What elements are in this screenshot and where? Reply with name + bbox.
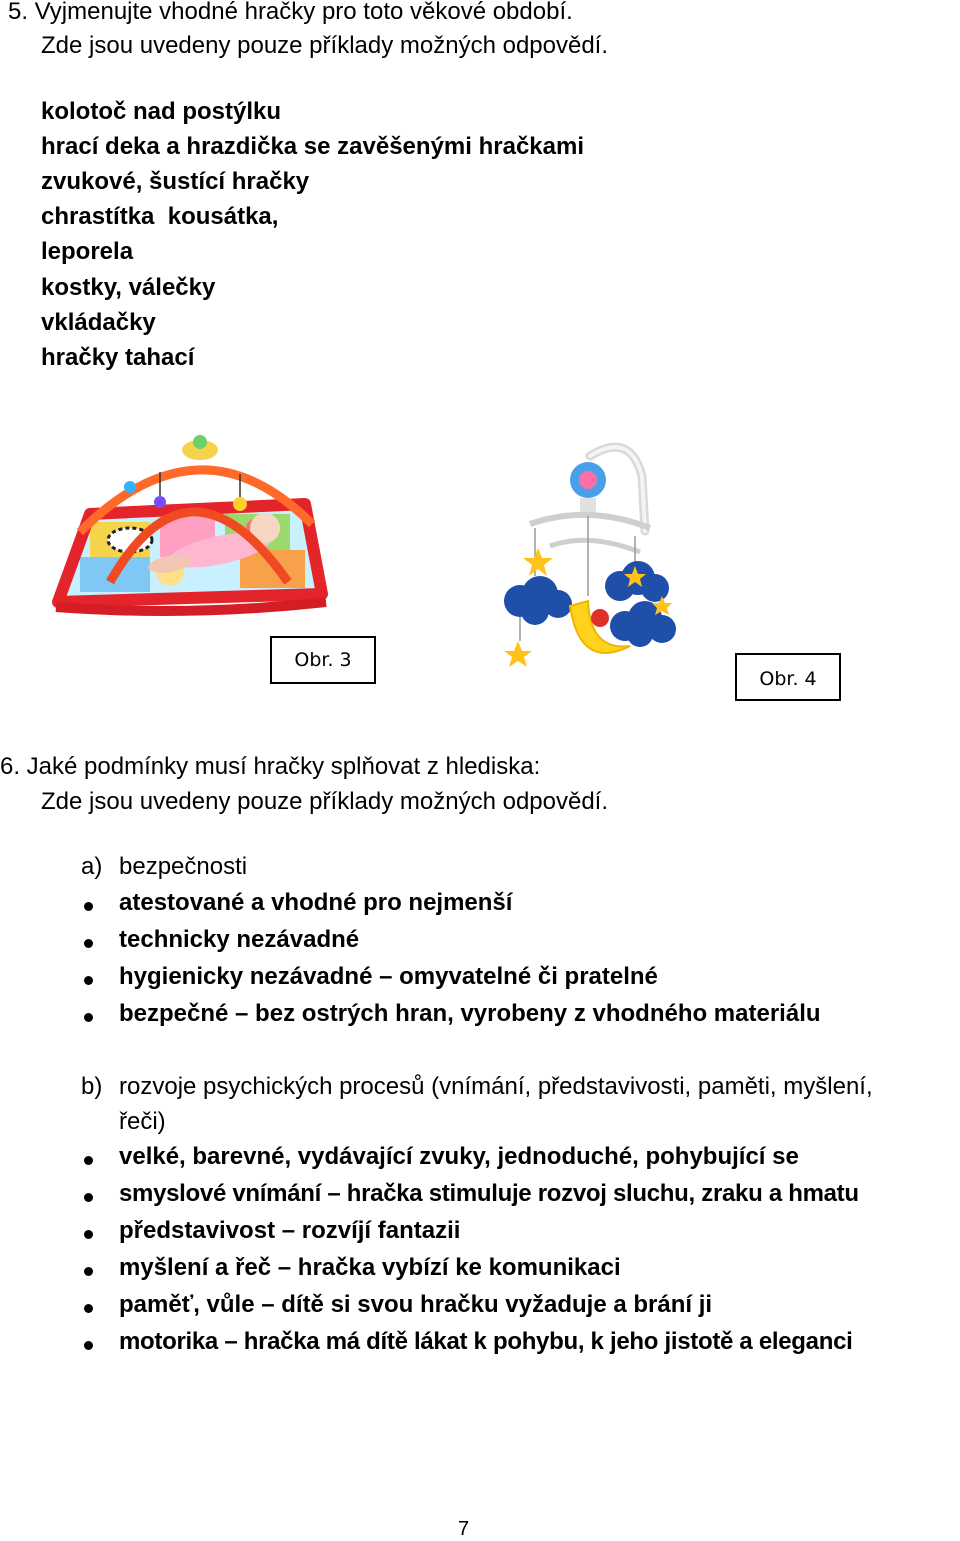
page-number: 7 — [458, 1518, 470, 1540]
q6-a-item: atestované a vhodné pro nejmenší — [119, 889, 513, 916]
q6-b-item: představivost – rozvíjí fantazii — [119, 1217, 461, 1244]
q5-item: hračky tahací — [41, 344, 195, 371]
bullet-icon — [84, 1156, 93, 1165]
bullet-icon — [84, 939, 93, 948]
q6-a-label: a) — [81, 853, 103, 880]
q6-a-title: bezpečnosti — [119, 853, 248, 880]
q5-item: kostky, válečky — [41, 274, 216, 301]
q5-heading: 5. Vyjmenujte vhodné hračky pro toto věkové období. — [8, 0, 573, 25]
bullet-icon — [84, 1304, 93, 1313]
q5-item: zvukové, šustící hračky — [41, 168, 310, 195]
q6-b-title: rozvoje psychických procesů (vnímání, představivosti, paměti, myšlení, — [119, 1073, 873, 1100]
q6-b-item: smyslové vnímání – hračka stimuluje rozvoj sluchu, zraku a hmatu — [119, 1180, 859, 1207]
figure-3-caption: Obr. 3 — [270, 636, 376, 684]
figure-4-caption: Obr. 4 — [735, 653, 841, 701]
q5-item: hrací deka a hrazdička se zavěšenými hračkami — [41, 133, 584, 160]
bullet-icon — [84, 1193, 93, 1202]
q6-b-title-continued: řeči) — [119, 1108, 166, 1135]
q6-note: Zde jsou uvedeny pouze příklady možných odpovědí. — [41, 788, 609, 815]
bullet-icon — [84, 1267, 93, 1276]
bullet-icon — [84, 1341, 93, 1350]
q5-item: chrastítka kousátka, — [41, 203, 279, 230]
q6-b-item: motorika – hračka má dítě lákat k pohybu, k jeho jistotě a eleganci — [119, 1328, 853, 1355]
q5-item: kolotoč nad postýlku — [41, 98, 282, 125]
q5-note: Zde jsou uvedeny pouze příklady možných odpovědí. — [41, 32, 609, 59]
q6-a-item: technicky nezávadné — [119, 926, 360, 953]
bullet-icon — [84, 976, 93, 985]
q5-item: leporela — [41, 238, 134, 265]
q6-b-label: b) — [81, 1073, 103, 1100]
bullet-icon — [84, 902, 93, 911]
crib-mobile-illustration — [490, 436, 685, 676]
q6-b-item: paměť, vůle – dítě si svou hračku vyžaduje a brání ji — [119, 1291, 713, 1318]
q6-a-item: hygienicky nezávadné – omyvatelné či pratelné — [119, 963, 658, 990]
q6-heading: 6. Jaké podmínky musí hračky splňovat z hlediska: — [0, 753, 541, 780]
play-gym-illustration — [50, 432, 335, 617]
q6-b-item: myšlení a řeč – hračka vybízí ke komunikaci — [119, 1254, 621, 1281]
bullet-icon — [84, 1230, 93, 1239]
q6-b-item: velké, barevné, vydávající zvuky, jednoduché, pohybující se — [119, 1143, 799, 1170]
q5-item: vkládačky — [41, 309, 156, 336]
q6-a-item: bezpečné – bez ostrých hran, vyrobeny z vhodného materiálu — [119, 1000, 821, 1027]
bullet-icon — [84, 1013, 93, 1022]
